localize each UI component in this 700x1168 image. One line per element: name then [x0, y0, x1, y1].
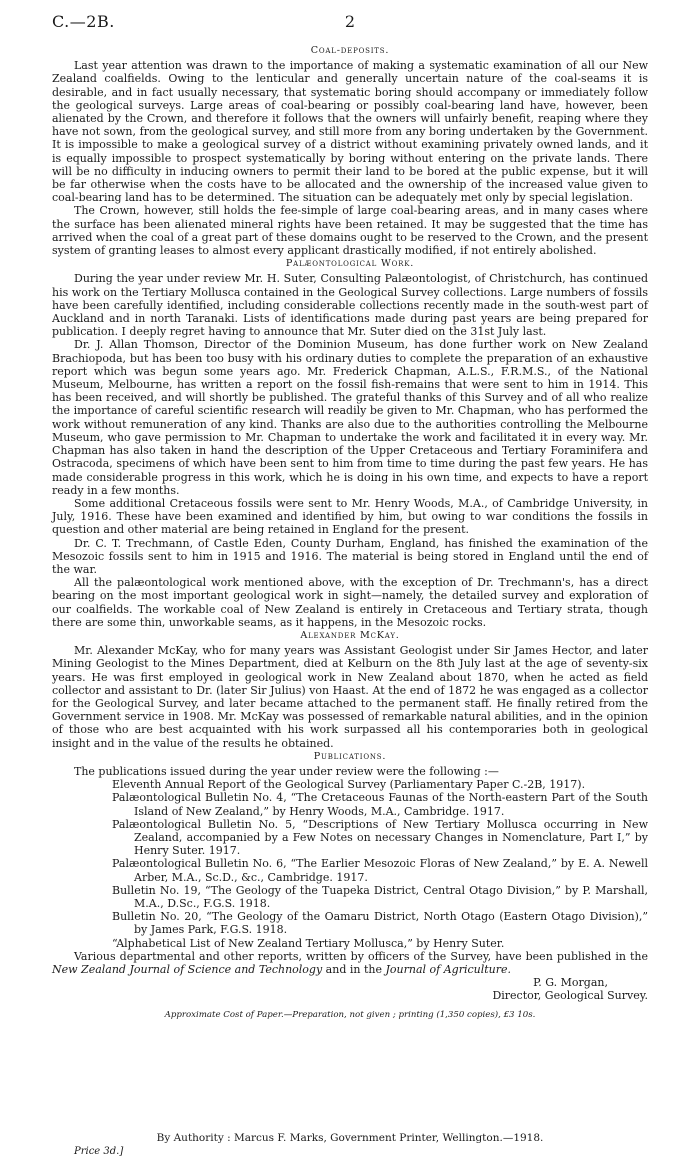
closing-text: Various departmental and other reports, written by officers of the Survey, have been published in the: [74, 949, 648, 963]
signature-name: P. G. Morgan,: [533, 976, 608, 990]
section-heading-alexander-mckay: Alexander McKay.: [300, 629, 400, 641]
page-number: 2: [344, 12, 356, 31]
publication-item: Eleventh Annual Report of the Geological Survey (Parliamentary Paper C.-2B, 1917).: [112, 778, 586, 792]
section-heading-publications: Publications.: [313, 750, 387, 762]
publication-item: Palæontological Bulletin No. 4, “The Cretaceous Faunas of the North-eastern Part of the South Island of New Zealand,” by Henry Woods, M.A., Cambridge. 1917.: [112, 791, 648, 818]
journal-title: New Zealand Journal of Science and Technology: [52, 963, 323, 977]
document-reference: C.—2B.: [52, 12, 115, 31]
section-heading-coal-deposits: Coal-deposits.: [310, 45, 390, 56]
body-text: [52, 44, 648, 1003]
journal-title: Journal of Agriculture.: [385, 963, 512, 977]
publication-item: Bulletin No. 20, “The Geology of the Oamaru District, North Otago (Eastern Otago Division),” by James Park, F.G.S. 1918.: [112, 910, 648, 937]
printer-authority: By Authority : Marcus F. Marks, Government Printer, Wellington.—1918.: [156, 1132, 544, 1144]
paragraph: Dr. C. T. Trechmann, of Castle Eden, County Durham, England, has finished the examination of the Mesozoic fossils sent to him in 1915 and 1916. The material is being stored in England until the end of the war.: [52, 536, 648, 576]
price-note: Price 3d.]: [74, 1146, 124, 1157]
paragraph: All the palæontological work mentioned above, with the exception of Dr. Trechmann's, has a direct bearing on the most important geological work in sight—namely, the detailed survey and exploration of our coalfields. The workable coal of New Zealand is entirely in Cretaceous and Tertiary strata, though there are some thin, unworkable seams, as it happens, in the Mesozoic rocks.: [52, 576, 648, 629]
paragraph: Some additional Cretaceous fossils were sent to Mr. Henry Woods, M.A., of Cambridge University, in July, 1916. These have been examined and identified by him, but owing to war conditions the fossils in question and other material are being retained in England for the present.: [52, 496, 648, 537]
publication-list: [112, 778, 648, 950]
paragraph: Dr. J. Allan Thomson, Director of the Dominion Museum, has done further work on New Zealand Brachiopoda, but has been too busy with his ordinary duties to complete the preparation of an exhaustive report which was begun some years ago. Mr. Frederick Chapman, A.L.S., F.R.M.S., of the National Museum, Melbourne, has written a report on the fossil fish-remains that were sent to him in 1914. This has been received, and will shortly be published. The grateful thanks of this Survey and of all who realize the importance of careful scientific research will readily be given to Mr. Chapman, who has performed the work without remuneration of any kind. Thanks are also due to the authorities controlling the Melbourne Museum, who gave permission to Mr. Chapman to undertake the work and facilitated it in every way. Mr. Chapman has also taken in hand the description of the Upper Cretaceous and Tertiary Foraminifera and Ostracoda, specimens of which have been sent to him from time to time during the past few years. He has made considerable progress in this work, which he is doing in his own time, and expects to have a report ready in a few months.: [52, 338, 648, 497]
paragraph: Last year attention was drawn to the importance of making a systematic examination of all our New Zealand coalfields. Owing to the lenticular and generally uncertain nature of the coal-seams it is desirable, and in fact usually necessary, that systematic boring should accompany or immediately follow the geological surveys. Large areas of coal-bearing or possibly coal-bearing land have, however, been alienated by the Crown, and therefore it follows that the owners will unfairly benefit, reaping where they have not sown, from the geological survey, and still more from any boring undertaken by the Government. It is impossible to make a geological survey of a district without examining privately owned lands, and it is equally impossible to prospect systematically by boring without entering on the private lands. There will be no difficulty in inducing owners to permit their land to be bored at the public expense, but it will be far otherwise when the costs have to be allocated and the ownership of the increased value given to coal-bearing land has to be determined. The situation can be adequately met only by special legislation.: [52, 59, 648, 205]
publication-item: Palæontological Bulletin No. 5, “Descriptions of New Tertiary Mollusca occurring in New Zealand, accompanied by a Few Notes on necessary Changes in Nomenclature, Part I,” by Henry Suter. 1917.: [112, 817, 648, 858]
publications-intro: The publications issued during the year under review were the following :—: [74, 764, 499, 778]
cost-note: Approximate Cost of Paper.—Preparation, not given ; printing (1,350 copies), £3 10s.: [164, 1010, 536, 1020]
paragraph: The Crown, however, still holds the fee-simple of large coal-bearing areas, and in many cases where the surface has been alienated mineral rights have been retained. It may be suggested that the time has arrived when the coal of a great part of these domains ought to be reserved to the Crown, and the present system of granting leases to almost every applicant drastically modified, if not entirely abolished.: [52, 204, 648, 258]
paragraph: During the year under review Mr. H. Suter, Consulting Palæontologist, of Christchurch, has continued his work on the Tertiary Mollusca contained in the Geological Survey collections. Large numbers of fossils have been carefully identified, including considerable collections recently made in the south-west part of Auckland and in north Taranaki. Lists of identifications made during past years are being prepared for publication. I deeply regret having to announce that Mr. Suter died on the 31st July last.: [52, 272, 648, 339]
signature-title: Director, Geological Survey.: [492, 989, 648, 1003]
section-heading-palaeontological-work: Palæontological Work.: [285, 258, 415, 270]
publications-closing: [52, 950, 648, 976]
closing-text: and in the: [322, 963, 386, 977]
running-head: [52, 12, 648, 34]
publication-item: “Alphabetical List of New Zealand Tertiary Mollusca,” by Henry Suter.: [112, 936, 505, 950]
paragraph: Mr. Alexander McKay, who for many years was Assistant Geologist under Sir James Hector, and later Mining Geologist to the Mines Department, died at Kelburn on the 8th July last at the age of seventy-six years. He was first employed in geological work in New Zealand about 1870, when he acted as field collector and assistant to Dr. (later Sir Julius) von Haast. At the end of 1872 he was engaged as a collector for the Geological Survey, and later became attached to the permanent staff. He finally retired from the Government service in 1908. Mr. McKay was possessed of remarkable natural abilities, and in the opinion of those who are best acquainted with his work surpassed all his contemporaries both in geological insight and in the value of the results he obtained.: [52, 644, 648, 750]
publication-item: Bulletin No. 19, “The Geology of the Tuapeka District, Central Otago Division,” by P. Marshall, M.A., D.Sc., F.G.S. 1918.: [112, 883, 648, 910]
publication-item: Palæontological Bulletin No. 6, “The Earlier Mesozoic Floras of New Zealand,” by E. A. Newell Arber, M.A., Sc.D., &c., Cambridge. 1917.: [112, 857, 648, 884]
